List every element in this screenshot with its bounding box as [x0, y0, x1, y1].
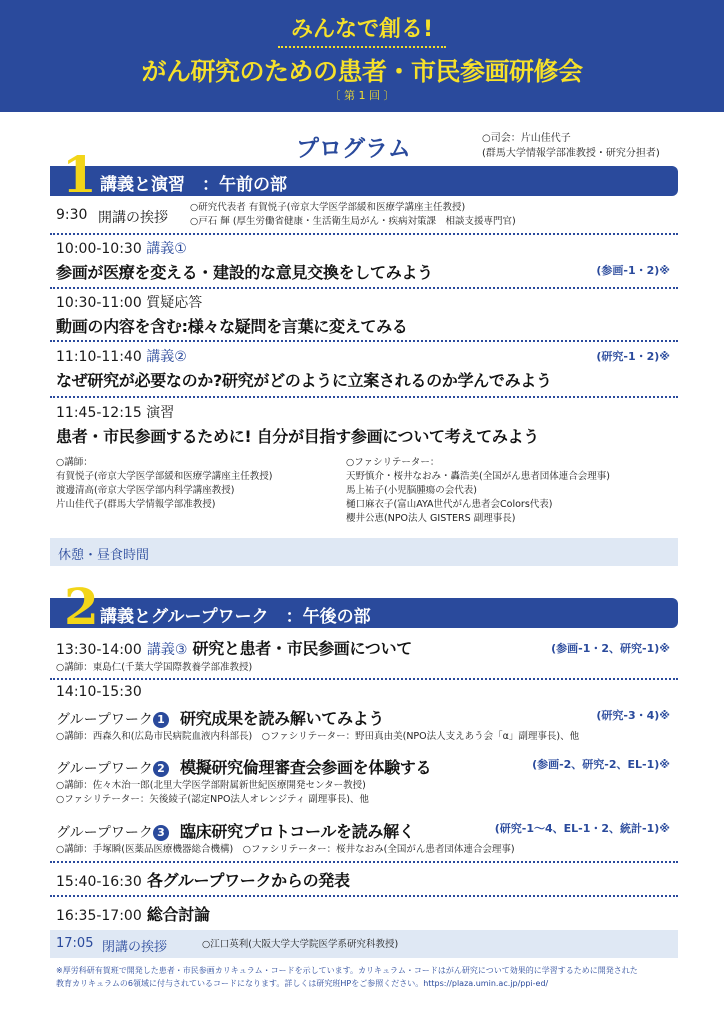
- lecture-1-kind: 講義①: [146, 241, 187, 257]
- break-label: 休憩・昼食時間: [58, 548, 150, 563]
- lecture-1-time: 10:00-10:30: [56, 241, 142, 257]
- closing-title: 閉講の挨拶: [102, 940, 168, 955]
- lecturer-item: 有賀悦子(帝京大学医学部緩和医療学講座主任教授): [56, 471, 273, 482]
- facilitator-item: 馬上祐子(小児脳腫瘍の会代表): [346, 485, 477, 496]
- groupwork-label: グループワーク: [56, 712, 153, 728]
- lecturer-item: 渡邊清高(帝京大学医学部内科学講座教授): [56, 485, 235, 496]
- groupwork-3-note: ○講師：手塚瞬(医薬品医療機器総合機構) ○ファシリテーター：桜井なおみ(全国がん患者団体連合会理事): [56, 844, 515, 855]
- header-divider: [278, 46, 446, 48]
- section-1-number: 1: [62, 145, 97, 204]
- lecture-3-kind: 講義③: [146, 642, 188, 658]
- section-2-bar: [50, 598, 678, 628]
- divider: [50, 678, 678, 680]
- footnote-line-1: ※厚労科研有賀班で開発した患者・市民参画カリキュラム・コードを示しています。カリキュラム・コードはがん研究について効果的に学習するために開発された: [56, 966, 638, 975]
- qa-kind: 質疑応答: [146, 295, 203, 311]
- lecture-2-time: 11:10-11:40: [56, 349, 142, 365]
- lecture-1-tag: (参画-1・2)※: [596, 264, 670, 277]
- qa-time: 10:30-11:00: [56, 295, 142, 311]
- groupwork-label: グループワーク: [56, 761, 153, 777]
- groupwork-2-note-2: ○ファシリテーター：矢後綾子(認定NPO法人オレンジティ 副理事長)、他: [56, 794, 369, 805]
- lecture-3-lecturer: ○講師：東島仁(千葉大学国際教養学部准教授): [56, 662, 253, 673]
- section-1-label: 講義と演習 ：午前の部: [100, 175, 287, 195]
- groupwork-2-note-1: ○講師：佐々木治一郎(北里大学医学部附属新世紀医療開発センター教授): [56, 780, 366, 791]
- section-2-number: 2: [64, 577, 99, 636]
- lecture-1-row: [56, 238, 676, 284]
- section-1-bar: [50, 166, 678, 196]
- groupwork-1-note: ○講師：西森久和(広島市民病院血液内科部長) ○ファシリテーター：野田真由美(NPO法人支えあう会「α」副理事長)、他: [56, 731, 580, 742]
- header-title: がん研究のための患者・市民参画研修会: [141, 57, 583, 86]
- opening-speakers: [190, 201, 680, 229]
- opening-time: 9:30: [56, 207, 88, 223]
- section-2-label: 講義とグループワーク ：午後の部: [100, 607, 371, 627]
- discussion-time: 16:35-17:00: [56, 908, 142, 924]
- groupwork-1-tag: (研究-3・4)※: [596, 709, 670, 722]
- groupwork-1-badge: 1: [153, 712, 169, 728]
- lecture-2-row: [56, 346, 676, 391]
- lecture-1-time-line: [56, 238, 676, 258]
- mc-affiliation: (群馬大学情報学部准教授・研究分担者): [482, 148, 660, 159]
- lecture-2-tag: (研究-1・2)※: [596, 350, 670, 363]
- groupwork-3-tag: (研究-1～4、EL-1・2、統計-1)※: [494, 822, 670, 835]
- groupwork-2-badge: 2: [153, 761, 169, 777]
- discussion-title: 総合討論: [146, 905, 210, 924]
- lecturers-heading: ○講師：: [56, 457, 93, 468]
- lecture-1-title: 参画が医療を変える・建設的な意見交換をしてみよう: [56, 263, 433, 282]
- groupwork-2-row: [56, 755, 676, 807]
- header-edition: 〔 第 1 回 〕: [329, 89, 395, 102]
- presentation-time: 15:40-16:30: [56, 874, 142, 890]
- groupwork-time: 14:10-15:30: [56, 684, 142, 700]
- facilitator-item: 天野慎介・桜井なおみ・轟浩美(全国がん患者団体連合会理事): [346, 471, 610, 482]
- exercise-title: 患者・市民参画するために! 自分が目指す参画について考えてみよう: [56, 427, 539, 446]
- footnote: [56, 964, 676, 990]
- opening-speaker-1: ○研究代表者 有賀悦子(帝京大学医学部緩和医療学講座主任教授): [190, 202, 466, 213]
- divider: [50, 396, 678, 398]
- mc-info: [482, 131, 660, 161]
- divider: [50, 861, 678, 863]
- lecture-3-tag: (参画-1・2、研究-1)※: [551, 642, 670, 655]
- opening-speaker-2: ○戸石 輝 (厚生労働省健康・生活衛生局がん・疾病対策課 相談支援専門官): [190, 216, 516, 227]
- divider: [50, 340, 678, 342]
- lecture-2-kind: 講義②: [146, 349, 187, 365]
- footnote-line-2: 教育カリキュラムの6領域に付与されているコードになります。詳しくは研究班HPをご参照ください。https://plaza.umin.ac.jp/ppi-ed/: [56, 979, 549, 988]
- groupwork-1-title: 研究成果を読み解いてみよう: [179, 709, 385, 728]
- exercise-time: 11:45-12:15: [56, 405, 142, 421]
- groupwork-2-title: 模擬研究倫理審査会参画を体験する: [179, 758, 432, 777]
- qa-time-line: [56, 292, 676, 312]
- exercise-row: [56, 402, 676, 447]
- groupwork-3-row: [56, 819, 676, 857]
- presentation-row: [56, 868, 676, 891]
- facilitators-heading: ○ファシリテーター：: [346, 457, 440, 468]
- divider: [50, 233, 678, 235]
- header-banner: [0, 0, 724, 112]
- closing-box: [50, 930, 678, 958]
- groupwork-1-line: [56, 706, 676, 729]
- discussion-row: [56, 902, 676, 925]
- divider: [50, 895, 678, 897]
- presentation-title: 各グループワークからの発表: [146, 871, 350, 890]
- program-title: プログラム: [296, 136, 411, 162]
- lecturers-block: [56, 456, 341, 512]
- groupwork-3-title: 臨床研究プロトコールを読み解く: [179, 822, 415, 841]
- lecture-3-time: 13:30-14:00: [56, 642, 142, 658]
- facilitator-item: 櫻井公恵(NPO法人 GISTERS 副理事長): [346, 513, 516, 524]
- lecture-2-time-line: [56, 346, 676, 366]
- header-subtitle: みんなで創る!: [290, 17, 434, 42]
- divider: [50, 287, 678, 289]
- lecturer-item: 片山佳代子(群馬大学情報学部准教授): [56, 499, 216, 510]
- groupwork-3-badge: 3: [153, 825, 169, 841]
- qa-title: 動画の内容を含む:様々な疑問を言葉に変えてみる: [56, 317, 408, 336]
- lecture-3-title: 研究と患者・市民参画について: [192, 639, 412, 658]
- opening-title: 開講の挨拶: [98, 210, 168, 226]
- lecture-2-title: なぜ研究が必要なのか?研究がどのように立案されるのか学んでみよう: [56, 371, 552, 390]
- closing-speaker: ○江口英利(大阪大学大学院医学系研究科教授): [202, 939, 399, 950]
- closing-time: 17:05: [56, 936, 94, 951]
- break-box: [50, 538, 678, 566]
- qa-row: [56, 292, 676, 337]
- exercise-time-line: [56, 402, 676, 422]
- mc-name: ○司会：片山佳代子: [482, 133, 571, 144]
- groupwork-2-tag: (参画-2、研究-2、EL-1)※: [532, 758, 670, 771]
- facilitator-item: 樋口麻衣子(富山AYA世代がん患者会Colors代表): [346, 499, 553, 510]
- groupwork-label: グループワーク: [56, 825, 153, 841]
- lecture-3-row: [56, 636, 676, 675]
- facilitators-block: [346, 456, 676, 526]
- exercise-kind: 演習: [146, 405, 175, 421]
- groupwork-1-row: [56, 706, 676, 744]
